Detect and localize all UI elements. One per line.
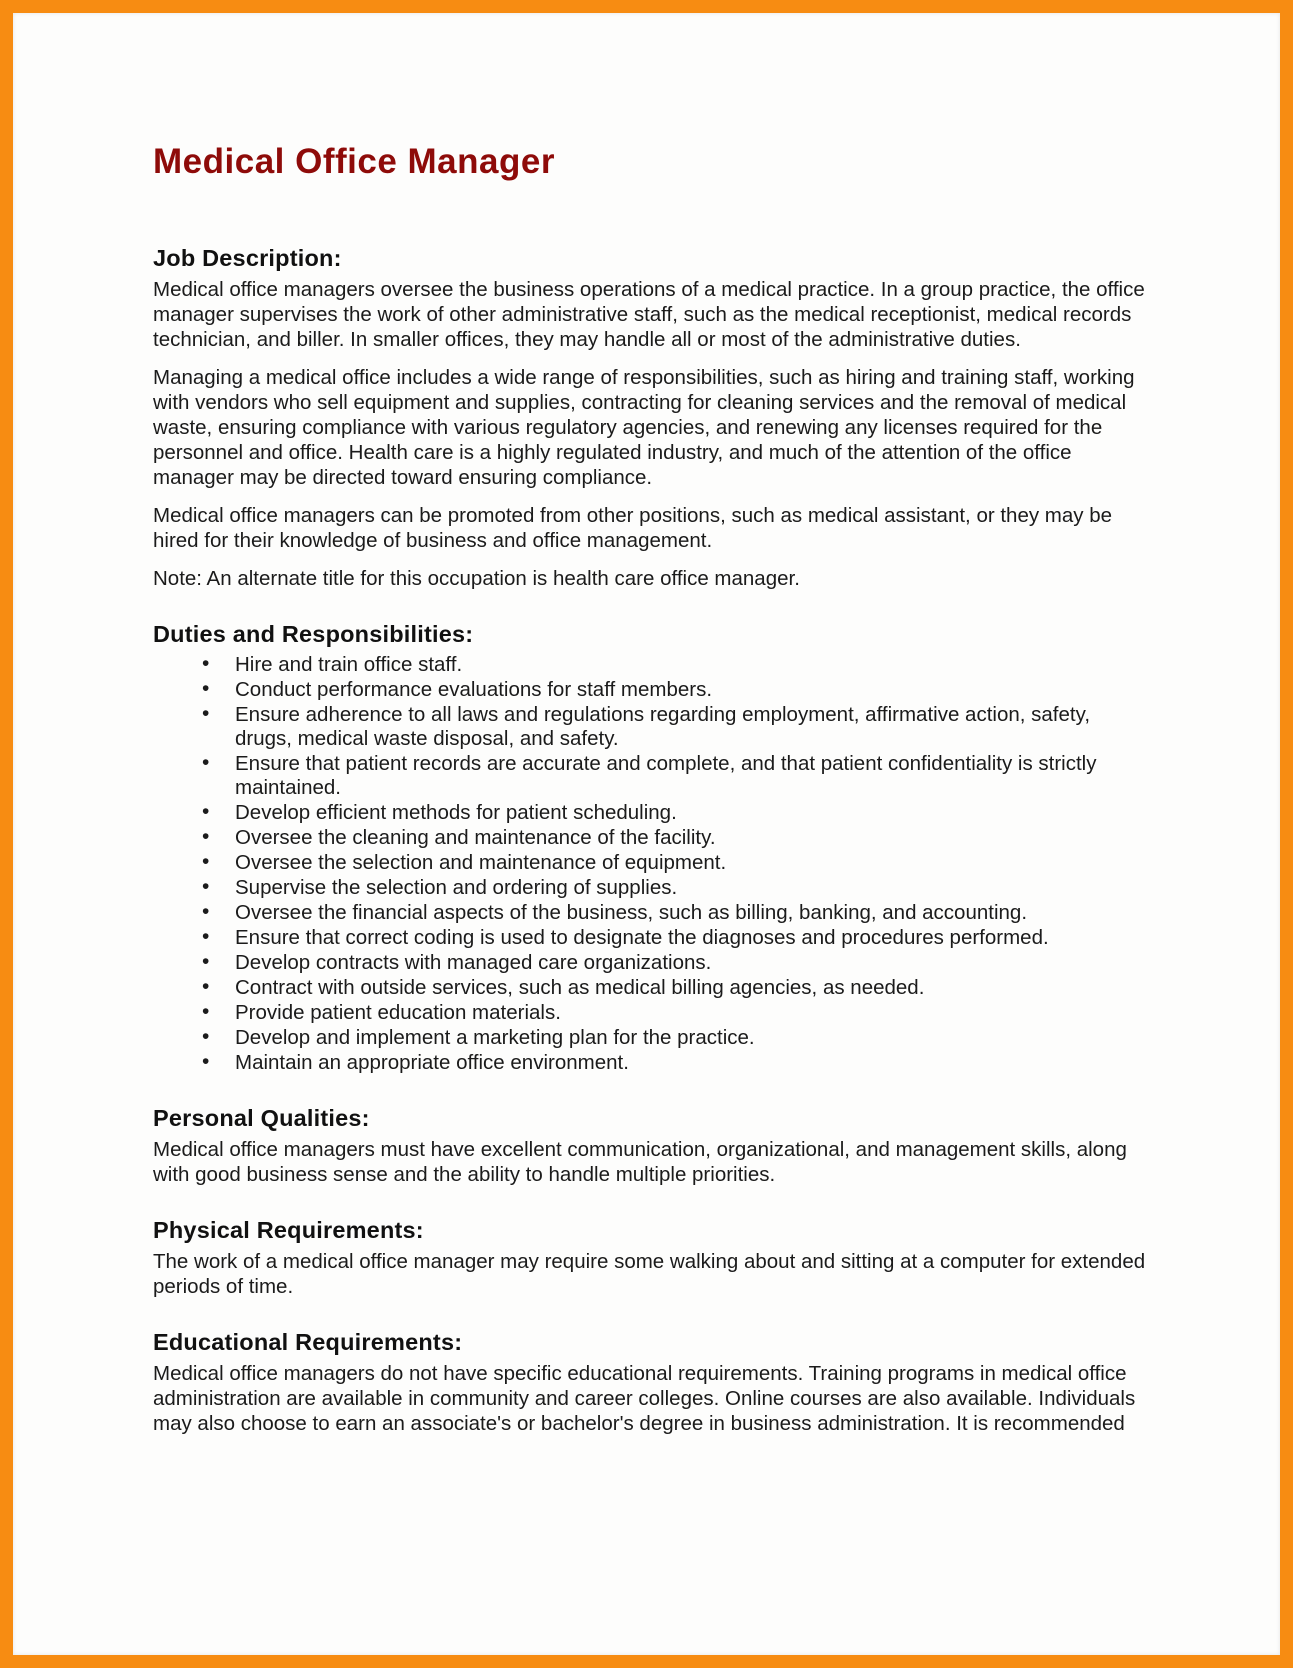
paragraph: Medical office managers do not have specific educational requirements. Training programs in medical office administration are available in community and career colleges. Online courses are also available. Individuals may also choose to earn an associate's or bachelor's degree in business administration. It is recommended xyxy=(153,1362,1136,1435)
document-title: Medical Office Manager xyxy=(153,142,555,181)
duty-item: • Develop contracts with managed care organizations. xyxy=(153,951,1150,975)
duty-item: • Ensure that patient records are accurate and complete, and that patient confidentiality is strictly maintained. xyxy=(153,752,1150,800)
duty-item: • Hire and train office staff. xyxy=(153,653,1150,677)
section-job-description xyxy=(153,243,1150,591)
personal-qualities-paragraphs xyxy=(153,1137,1150,1187)
job-description-paragraphs xyxy=(153,277,1150,591)
paragraph: Managing a medical office includes a wide range of responsibilities, such as hiring and training staff, working with vendors who sell equipment and supplies, contracting for cleaning services and the removal of medical waste, ensuring compliance with various regulatory agencies, and renewing any licenses required for the personnel and office. Health care is a highly regulated industry, and much of the attention of the office manager may be directed toward ensuring compliance. xyxy=(153,366,1135,489)
duty-item: • Maintain an appropriate office environment. xyxy=(153,1051,1150,1075)
duty-item: • Provide patient education materials. xyxy=(153,1001,1150,1025)
educational-requirements-paragraphs xyxy=(153,1361,1150,1436)
paragraph: Note: An alternate title for this occupation is health care office manager. xyxy=(153,567,800,590)
physical-requirements-paragraphs xyxy=(153,1249,1150,1299)
section-duties xyxy=(153,619,1150,1075)
job-description-heading: Job Description: xyxy=(153,245,342,271)
personal-qualities-heading: Personal Qualities: xyxy=(153,1105,370,1131)
duty-item: • Oversee the selection and maintenance of equipment. xyxy=(153,851,1150,875)
duty-item: • Develop and implement a marketing plan for the practice. xyxy=(153,1026,1150,1050)
section-physical-requirements xyxy=(153,1215,1150,1299)
duty-item: • Oversee the financial aspects of the business, such as billing, banking, and accounting. xyxy=(153,901,1150,925)
educational-requirements-heading: Educational Requirements: xyxy=(153,1329,463,1355)
document-content xyxy=(13,13,1280,1436)
duties-heading: Duties and Responsibilities: xyxy=(153,621,474,647)
duty-item: • Oversee the cleaning and maintenance of the facility. xyxy=(153,826,1150,850)
duty-item: • Contract with outside services, such as medical billing agencies, as needed. xyxy=(153,976,1150,1000)
paragraph: The work of a medical office manager may require some walking about and sitting at a computer for extended periods of time. xyxy=(153,1250,1146,1298)
paragraph: Medical office managers must have excellent communication, organizational, and management skills, along with good business sense and the ability to handle multiple priorities. xyxy=(153,1138,1127,1186)
duty-item: • Supervise the selection and ordering of supplies. xyxy=(153,876,1150,900)
duties-list xyxy=(153,653,1150,1075)
paragraph: Medical office managers can be promoted from other positions, such as medical assistant, or they may be hired for their knowledge of business and office management. xyxy=(153,504,1113,552)
duty-item: • Ensure adherence to all laws and regulations regarding employment, affirmative action, safety, drugs, medical waste disposal, and safety. xyxy=(153,703,1150,751)
duty-item: • Ensure that correct coding is used to designate the diagnoses and procedures performed. xyxy=(153,926,1150,950)
section-educational-requirements xyxy=(153,1327,1150,1436)
duty-item: • Develop efficient methods for patient scheduling. xyxy=(153,801,1150,825)
physical-requirements-heading: Physical Requirements: xyxy=(153,1217,424,1243)
paragraph: Medical office managers oversee the business operations of a medical practice. In a group practice, the office manager supervises the work of other administrative staff, such as the medical receptionist, medical records technician, and biller. In smaller offices, they may handle all or most of the administrative duties. xyxy=(153,278,1145,351)
section-personal-qualities xyxy=(153,1103,1150,1187)
duty-item: • Conduct performance evaluations for staff members. xyxy=(153,678,1150,702)
